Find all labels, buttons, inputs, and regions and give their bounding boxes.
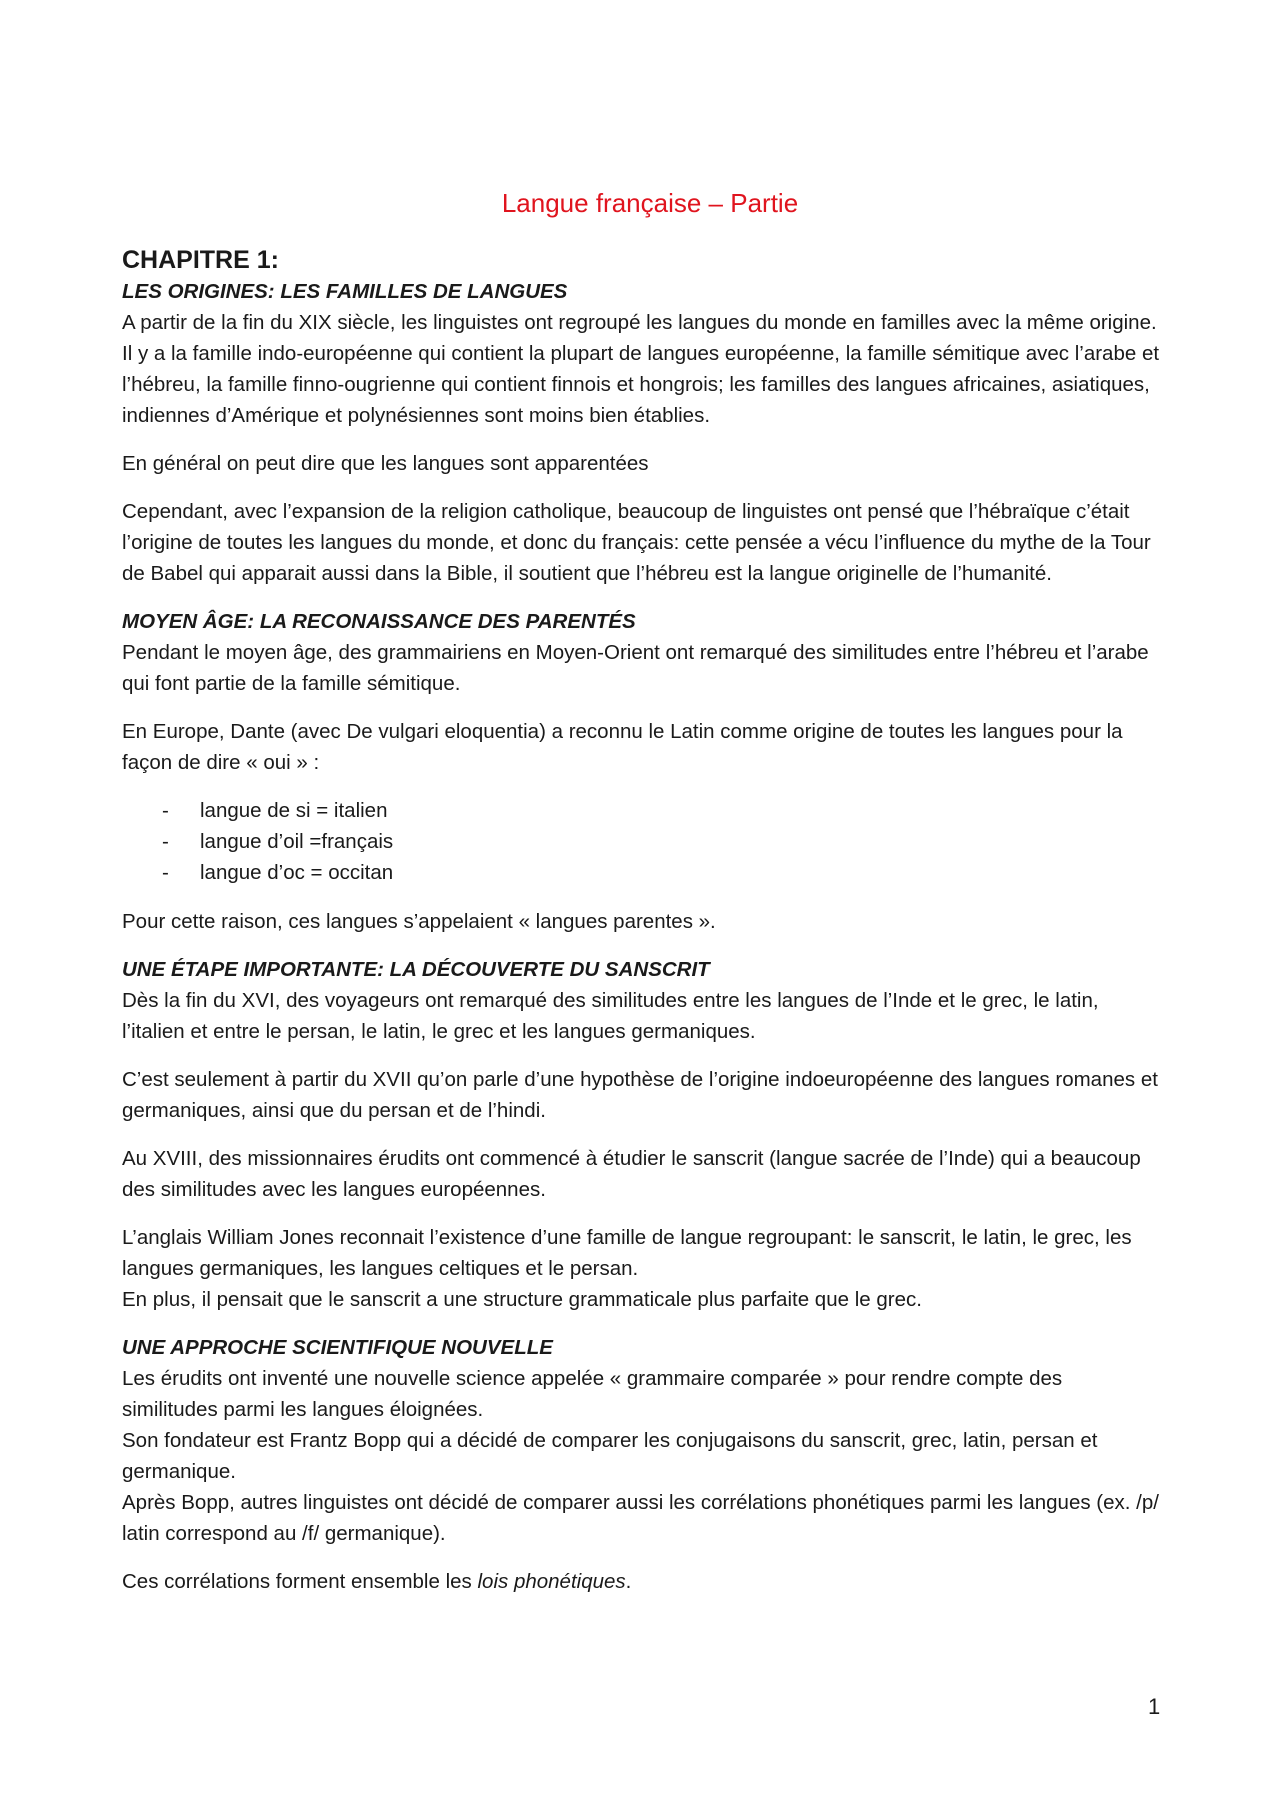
jones-line: L’anglais William Jones reconnait l’existence d’une famille de langue regroupant: le sanscrit, le latin, le grec, les langues germaniques, les langues celtiques et le persan. (122, 1226, 1132, 1280)
paragraph-grammairiens: Pendant le moyen âge, des grammairiens en Moyen-Orient ont remarqué des similitudes entre l’hébreu et l’arabe qui font partie de la famille sémitique. (122, 641, 1149, 695)
paragraph-hypothese: C’est seulement à partir du XVII qu’on parle d’une hypothèse de l’origine indoeuropéenne des langues romanes et germaniques, ainsi que du persan et de l’hindi. (122, 1068, 1158, 1122)
paragraph-lois-phonetiques (122, 1566, 1162, 1597)
closing-suffix: . (625, 1570, 632, 1593)
list-item: - langue d’oil =français (122, 826, 1162, 857)
closing-emphasis: lois phonétiques (477, 1570, 626, 1593)
document-page (122, 186, 1162, 1614)
paragraph-grammaire-comparee (122, 1363, 1162, 1549)
page-number: 1 (1148, 1694, 1161, 1719)
jones-line: En plus, il pensait que le sanscrit a une structure grammaticale plus parfaite que le grec. (122, 1288, 922, 1311)
list-item: - langue de si = italien (122, 795, 1162, 826)
chapter-heading: CHAPITRE 1: (122, 246, 279, 274)
section-heading-sanscrit: UNE ÉTAPE IMPORTANTE: LA DÉCOUVERTE DU SANSCRIT (122, 958, 710, 981)
paragraph-william-jones (122, 1222, 1162, 1315)
list-item: - langue d’oc = occitan (122, 857, 1162, 888)
section-heading-moyen-age: MOYEN ÂGE: LA RECONAISSANCE DES PARENTÉS (122, 610, 636, 633)
paragraph-langues-parentes: Pour cette raison, ces langues s’appelaient « langues parentes ». (122, 910, 716, 933)
paragraph-voyageurs: Dès la fin du XVI, des voyageurs ont remarqué des similitudes entre les langues de l’Inde et le grec, le latin, l’italien et entre le persan, le latin, le grec et les langues germaniques. (122, 989, 1099, 1043)
document-title: Langue française – Partie (501, 188, 799, 218)
paragraph-dante: En Europe, Dante (avec De vulgari eloquentia) a reconnu le Latin comme origine de toutes les langues pour la façon de dire « oui » : (122, 720, 1123, 774)
paragraph-apparentees: En général on peut dire que les langues sont apparentées (122, 452, 649, 475)
approche-line: Son fondateur est Frantz Bopp qui a décidé de comparer les conjugaisons du sanscrit, grec, latin, persan et germanique. (122, 1429, 1098, 1483)
approche-line: Les érudits ont inventé une nouvelle science appelée « grammaire comparée » pour rendre compte des similitudes parmi les langues éloignées. (122, 1367, 1063, 1421)
paragraph-missionnaires: Au XVIII, des missionnaires érudits ont commencé à étudier le sanscrit (langue sacrée de l’Inde) qui a beaucoup des similitudes avec les langues européennes. (122, 1147, 1141, 1201)
approche-line: Après Bopp, autres linguistes ont décidé de comparer aussi les corrélations phonétiques parmi les langues (ex. /p/ latin correspond au /f/ germanique). (122, 1491, 1159, 1545)
langues-list (122, 795, 1162, 888)
paragraph-babel: Cependant, avec l’expansion de la religion catholique, beaucoup de linguistes ont pensé que l’hébraïque c’était l’origine de toutes les langues du monde, et donc du français: cette pensée a vécu l’influence du mythe de la Tour de Babel qui apparait aussi dans la Bible, il soutient que l’hébreu est la langue originelle de l’humanité. (122, 500, 1151, 585)
closing-prefix: Ces corrélations forment ensemble les (122, 1570, 478, 1593)
section-heading-approche: UNE APPROCHE SCIENTIFIQUE NOUVELLE (122, 1336, 553, 1359)
paragraph-familles: A partir de la fin du XIX siècle, les linguistes ont regroupé les langues du monde en familles avec la même origine. Il y a la famille indo-européenne qui contient la plupart de langues européenne, la famille sémitique avec l’arabe et l’hébreu, la famille finno-ougrienne qui contient finnois et hongrois; les familles des langues africaines, asiatiques, indiennes d’Amérique et polynésiennes sont moins bien établies. (122, 311, 1160, 427)
section-heading-origines: LES ORIGINES: LES FAMILLES DE LANGUES (122, 280, 568, 303)
